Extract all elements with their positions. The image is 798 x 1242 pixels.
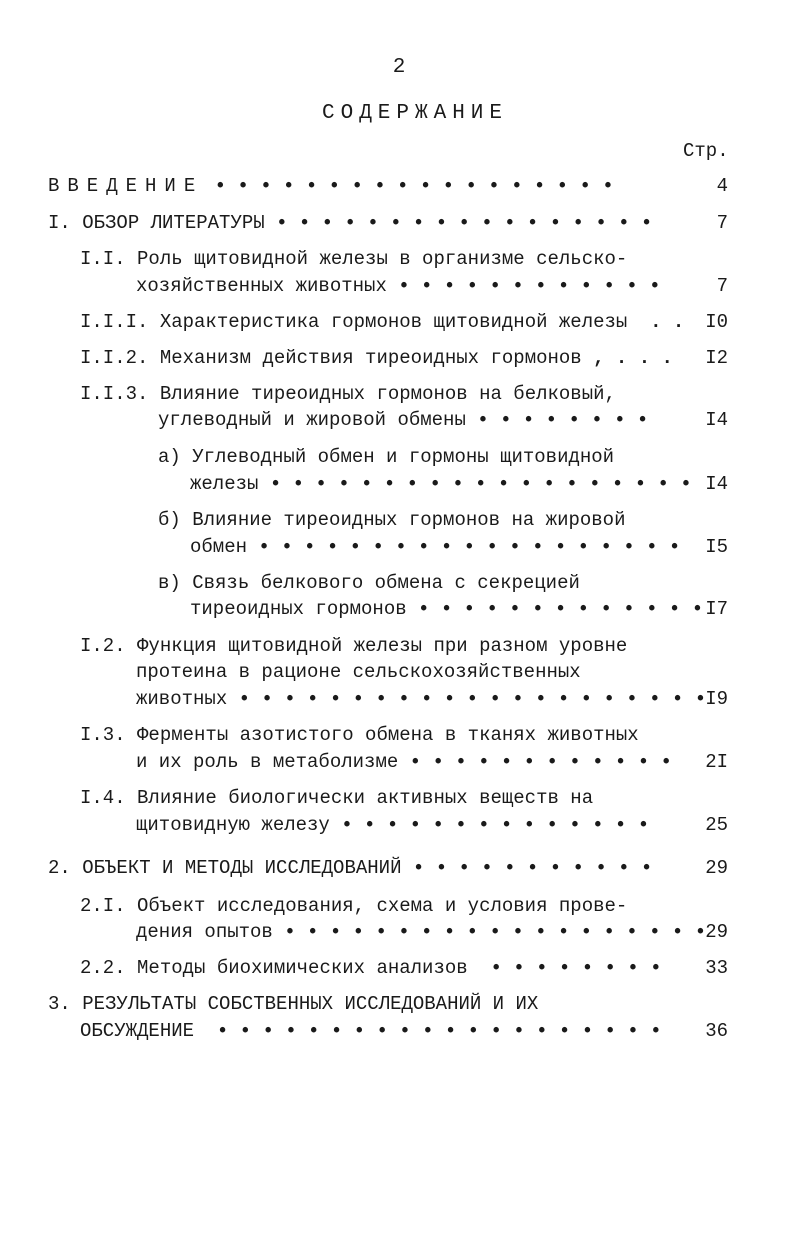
toc-page-number: I4 — [705, 473, 728, 495]
toc-entry-1-1-3-cont — [158, 408, 648, 432]
toc-entry-2-1-cont — [136, 920, 706, 944]
toc-page-number: I2 — [705, 347, 728, 369]
toc-entry-title: Ферменты азотистого обмена в тканях животных — [137, 724, 639, 746]
toc-page-number: I4 — [705, 409, 728, 431]
toc-page-number: 2I — [705, 751, 728, 773]
toc-entry-title: Влияние тиреоидных гормонов на жировой — [192, 509, 626, 531]
toc-leader-dots: • • • • • • • • • • • • • • — [341, 814, 650, 836]
toc-leader-dots: • • • • • • • • • • • • • • • • • • — [214, 175, 614, 197]
toc-leader-dots: • • • • • • • • • • • • • • • • • • • — [284, 921, 707, 943]
toc-entry-number: 2. — [48, 857, 71, 879]
toc-entry-1-3-cont — [136, 750, 672, 774]
toc-entry-a[interactable] — [158, 445, 614, 469]
toc-entry-1-1[interactable] — [80, 247, 627, 271]
toc-entry-title: дения опытов — [136, 921, 273, 943]
toc-entry-title: углеводный и жировой обмены — [158, 409, 466, 431]
toc-entry-number: 2.2. — [80, 957, 126, 979]
toc-entry-number: в) — [158, 572, 181, 594]
toc-page-number: 25 — [705, 814, 728, 836]
toc-entry-title: Углеводный обмен и гормоны щитовидной — [192, 446, 615, 468]
toc-page-number: I5 — [705, 536, 728, 558]
toc-entry-title: Методы биохимических анализов — [137, 957, 468, 979]
toc-entry-title: РЕЗУЛЬТАТЫ СОБСТВЕННЫХ ИССЛЕДОВАНИЙ И ИХ — [82, 993, 539, 1015]
toc-page-number: 7 — [716, 275, 728, 297]
toc-entry-title: ОБСУЖДЕНИЕ — [80, 1020, 195, 1042]
toc-entry-1-1-2[interactable] — [80, 346, 673, 370]
toc-entry-b[interactable] — [158, 508, 626, 532]
toc-entry-number: I.4. — [80, 787, 126, 809]
toc-leader-dots: • • • • • • • • • • • • • • • • • • • — [258, 536, 681, 558]
toc-entry-1-2-cont — [136, 660, 581, 684]
toc-leader-dots: • • • • • • • • • • • • • • • • • • • • — [216, 1020, 662, 1042]
toc-entry-number: 2.I. — [80, 895, 126, 917]
toc-entry-number: I. — [48, 212, 71, 234]
page-title: СОДЕРЖАНИЕ — [321, 102, 509, 125]
toc-entry-title: Объект исследования, схема и условия прове- — [137, 895, 628, 917]
toc-entry-1[interactable] — [48, 211, 652, 235]
toc-page-number: I9 — [705, 688, 728, 710]
toc-page-number: I7 — [705, 598, 728, 620]
toc-entry-title: Механизм действия тиреоидных гормонов — [159, 347, 582, 369]
toc-entry-v-cont — [190, 597, 703, 621]
toc-entry-1-2[interactable] — [80, 634, 627, 658]
toc-entry-number: 3. — [48, 993, 71, 1015]
toc-entry-number: I.I.2. — [80, 347, 149, 369]
toc-entry-title: Влияние биологически активных веществ на — [137, 787, 594, 809]
toc-entry-1-1-cont — [136, 274, 661, 298]
toc-entry-3-cont — [80, 1019, 662, 1043]
toc-entry-a-cont — [190, 472, 692, 496]
toc-page-number: 36 — [705, 1020, 728, 1042]
toc-entry-title: Связь белкового обмена с секрецией — [192, 572, 580, 594]
toc-page-number: 29 — [705, 921, 728, 943]
toc-page-number: 29 — [705, 857, 728, 879]
toc-entry-1-1-3[interactable] — [80, 382, 616, 406]
toc-entry-intro[interactable] — [48, 174, 614, 198]
toc-entry-v[interactable] — [158, 571, 580, 595]
toc-page-number: 7 — [716, 212, 728, 234]
toc-entry-title: животных — [136, 688, 228, 710]
toc-entry-1-2-cont2 — [136, 687, 706, 711]
toc-page-number: I0 — [705, 311, 728, 333]
toc-entry-number: I.3. — [80, 724, 126, 746]
toc-leader-dots: • • • • • • • • • • • • — [409, 751, 672, 773]
toc-leader-dots: • • • • • • • • • • • • • • • • • — [276, 212, 653, 234]
toc-entry-title: Функция щитовидной железы при разном уровне — [137, 635, 628, 657]
toc-entry-title: железы — [190, 473, 259, 495]
toc-entry-title: Влияние тиреоидных гормонов на белковый, — [159, 383, 616, 405]
toc-page-number: 4 — [716, 175, 728, 197]
toc-entry-number: б) — [158, 509, 181, 531]
toc-entry-3[interactable] — [48, 992, 538, 1016]
toc-leader-dots: • • • • • • • • — [477, 409, 649, 431]
toc-entry-title: хозяйственных животных — [136, 275, 387, 297]
page-number: 2 — [392, 56, 406, 79]
toc-entry-title: протеина в рационе сельскохозяйственных — [136, 661, 581, 683]
toc-leader-dots: • • • • • • • • • • • • • • • • • • • • • — [238, 688, 707, 710]
toc-leader-dots: , . . . — [593, 347, 673, 369]
toc-entry-1-4[interactable] — [80, 786, 593, 810]
toc-entry-2-2[interactable] — [80, 956, 662, 980]
toc-entry-1-3[interactable] — [80, 723, 639, 747]
toc-leader-dots: • • • • • • • • • • • • • — [418, 598, 704, 620]
toc-entry-title: ВВЕДЕНИЕ — [48, 175, 204, 197]
toc-entry-title: ОБЪЕКТ И МЕТОДЫ ИССЛЕДОВАНИЙ — [82, 857, 402, 879]
toc-entry-2-1[interactable] — [80, 894, 627, 918]
toc-leader-dots: • • • • • • • • — [490, 957, 662, 979]
toc-entry-number: а) — [158, 446, 181, 468]
toc-entry-title: обмен — [190, 536, 248, 558]
toc-entry-title: щитовидную железу — [136, 814, 330, 836]
toc-entry-number: I.I.I. — [80, 311, 149, 333]
toc-entry-title: и их роль в метаболизме — [136, 751, 399, 773]
toc-entry-title: тиреоидных гормонов — [190, 598, 407, 620]
toc-entry-b-cont — [190, 535, 680, 559]
toc-entry-number: I.I. — [80, 248, 126, 270]
page-column-label: Стр. — [683, 140, 729, 162]
toc-page-number: 33 — [705, 957, 728, 979]
toc-entry-1-1-1[interactable] — [80, 310, 684, 334]
toc-leader-dots: • • • • • • • • • • • • • • • • • • • — [269, 473, 692, 495]
toc-leader-dots: . . — [650, 311, 685, 333]
toc-entry-title: Характеристика гормонов щитовидной железы — [159, 311, 628, 333]
toc-entry-number: I.2. — [80, 635, 126, 657]
toc-entry-2[interactable] — [48, 856, 652, 880]
toc-entry-title: ОБЗОР ЛИТЕРАТУРЫ — [82, 212, 265, 234]
toc-entry-title: Роль щитовидной железы в организме сельско- — [137, 248, 628, 270]
toc-leader-dots: • • • • • • • • • • • • — [398, 275, 661, 297]
toc-entry-number: I.I.3. — [80, 383, 149, 405]
toc-leader-dots: • • • • • • • • • • • — [412, 857, 653, 879]
toc-entry-1-4-cont — [136, 813, 649, 837]
